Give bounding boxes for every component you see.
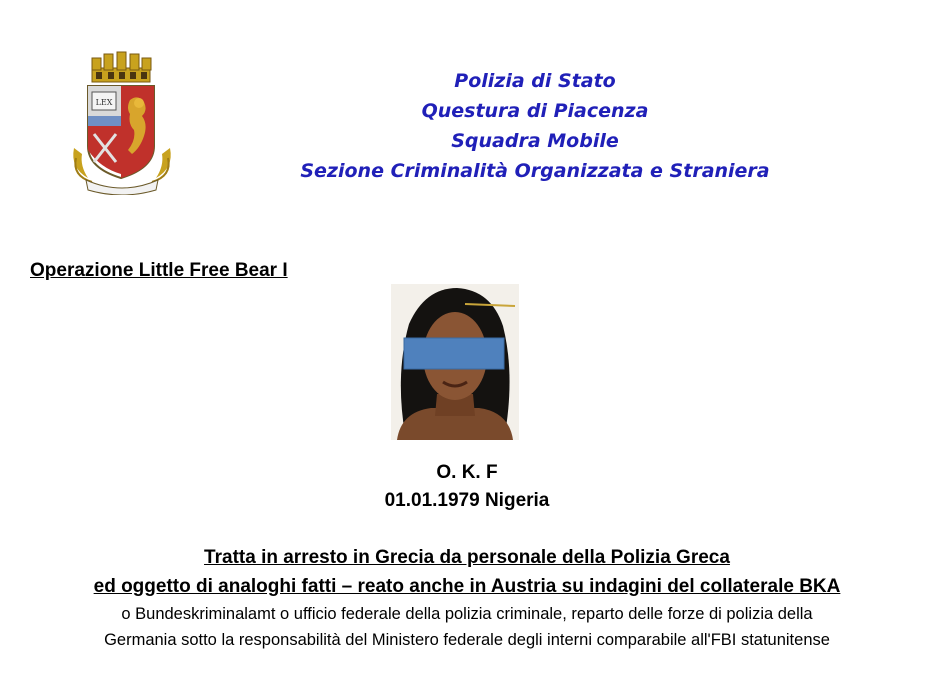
header-line-questura: Questura di Piacenza (421, 100, 649, 122)
person-name: O. K. F (436, 462, 498, 483)
shield-icon (88, 86, 154, 178)
headline-line-2: ed oggetto di analoghi fatti – reato anche in Austria su indagini del collaterale BKA (93, 576, 841, 597)
crown-icon (92, 52, 151, 82)
polizia-di-stato-emblem-icon (66, 50, 178, 195)
note-line-1: o Bundeskriminalamt o ufficio federale della polizia criminale, reparto delle forze di polizia della (121, 605, 813, 623)
emblem-book-text: LEX (95, 98, 113, 107)
suspect-photo (391, 284, 519, 440)
header-line-sezione: Sezione Criminalità Organizzata e Straniera (300, 160, 770, 182)
mugshot-photo-icon (391, 284, 519, 440)
person-details: 01.01.1979 Nigeria (384, 490, 550, 511)
header-block (280, 66, 790, 186)
headline-line-1: Tratta in arresto in Grecia da personale della Polizia Greca (204, 547, 730, 568)
polizia-emblem (66, 50, 178, 195)
operation-title: Operazione Little Free Bear I (30, 260, 288, 281)
header-line-polizia: Polizia di Stato (454, 70, 616, 92)
note-line-2: Germania sotto la responsabilità del Ministero federale degli interni comparabile all'FBI statunitense (104, 631, 830, 649)
redaction-bar (404, 338, 504, 369)
header-line-squadra: Squadra Mobile (451, 130, 619, 152)
